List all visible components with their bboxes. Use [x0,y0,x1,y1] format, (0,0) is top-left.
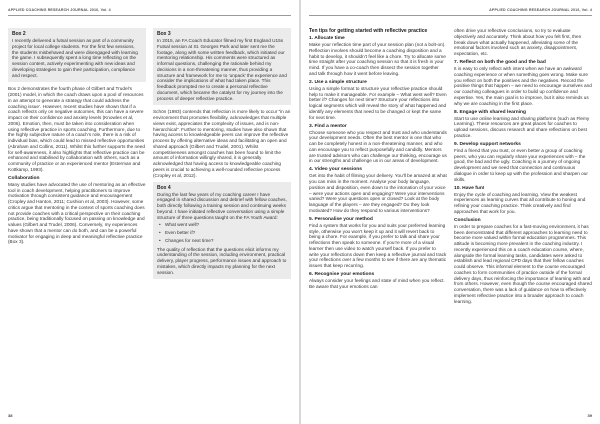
tip-text: Make your reflection time part of your session plan (not a bolt-on). Reflection involves should become a coaching disposition and a habit to develop, it shouldn’t feel like a chore. Try to allocate some time straight after your coaching session so that it is fresh in your mind. If you have a co-coach then dissect the session together and talk through how it went before leaving. [309,42,446,76]
right-page-column-2 [454,28,592,308]
section-heading-collaboration: Collaboration [8,175,40,181]
list-item: • Even better if? [165,230,287,236]
box-4-title: Box 4 [157,184,171,191]
tip-heading: 5. Personalise your method [309,216,373,222]
box-4-question-list [157,222,287,243]
tip-text: Get into the habit of filming your delivery. You’ll be amazed at what you can miss in the moment. Analyse your body language, position and disposition, even down to the intonation of your voice – were your actions open and engaging? Were your interventions varied? Were your questions open or closed? Look at the body language of the players – are they engaged? Do they look motivated? How do they respond to various interventions? [309,173,447,213]
header-rule [8,15,291,16]
tip-heading: 2. Use a simple structure [309,79,367,85]
tip-heading: 9. Develop support networks [454,141,521,147]
box-3-text: In 2015, an FA Coach Educator filmed my first England U15s Futsal session at St. Georges Park and later sent me the footage, along with some written feedback, which initiated our mentoring relationship. His comments were structured as informal questions, challenging the rationale behind my decisions in a non-threatening manner, thus providing a structure and framework for me to ‘unpack’ the experience and consider the implications of what had taken place. This feedback prompted me to create a personal reflective document, which became the catalyst for my journey into the process of deeper reflective practice. [157,38,287,101]
tip-text: Using a simple format to structure your reflective practice should help to make it manageable. For example – What went well? Even better if? Changes for next time? Structure your reflections into logical segments which will reveal the story of what happened and identify any elements that need to be changed or kept the same for next time. [309,85,447,120]
box-3-title: Box 3 [157,31,171,37]
box-4 [153,182,291,280]
box-3 [153,28,291,105]
box-2-text: I recently delivered a futsal session as part of a community project for local college students. For the first few sessions, the students misbehaved and were disengaged with learning the game. I subsequently spent a long time reflecting on the session content, actively experimenting with new ideas and developing strategies to gain their participation, compliance and respect. [12,38,138,78]
right-page-column-1 [309,28,447,293]
tip-heading: 3. Find a mentor [309,123,347,129]
body-paragraph: Many studies have advocated the use of mentoring as an effective tool in coach development, helping practitioners to improve motivation through consistent guidance and encouragement (Cropley and Hanton, 2011; Cushion et al, 2003). However, some critics argue that mentoring in the context of sports coaching does not provide coaches with a critical perspective on their coaching practice, being traditionally focused on passing on knowledge and values (Gilbert and Trudel, 2006). Conversely, my experiences have shown that a mentor can do both, and can be a powerful motivator for engaging in deep and meaningful reflective practice (Box 3). [8,181,146,245]
left-page-column-2 [153,28,291,283]
running-head: APPLIED COACHING RESEARCH JOURNAL 2016, Vol. 4 [489,8,592,12]
tip-heading: 8. Engage with shared learning [454,109,527,115]
body-paragraph: Schön (1983) contends that reflection is more likely to occur “in an environment that promotes flexibility, acknowledges that multiple views exist, appreciates the complexity of issues, and is non-hierarchical”. Further to mentoring, studies have also shown that having access to knowledgeable peers can improve the reflective process by offering alternative ideas and facilitating an open and shared approach (Gilbert and Trudel, 2001). Whilst competitiveness amongst coaches has been found to limit the amount of information willingly shared, it is generally acknowledged that having access to knowledgeable coaching peers is crucial to achieving a well-rounded reflective process (Cropley et al, 2012). [153,109,291,178]
page-number: 39 [587,413,592,418]
tip-text: Choose someone who you respect and trust and who understands your development needs. Often the best mentor is one that who can be completely honest in a non-threatening manner, and who can encourage you to reflect purposefully and candidly. Mentors are trusted advisors who can challenge our thinking, encourage us in our strengths and challenge us in our areas of development. [309,129,447,164]
tip-heading: 6. Recognise your emotions [309,272,375,278]
tip-text: Enjoy the cycle of coaching and learning. View the weakest experiences as learning curves that all contribute to honing and refining your coaching practice. Think creatively and find approaches that work for you. [454,191,586,214]
list-item: • What went well? [165,222,287,228]
tip-text: It is easy to only reflect with intent when we have an awkward coaching experience or when something goes wrong. Make sure you reflect on both the positives and the negatives. Record the positive things that happen – we need to encourage ourselves and our coaching colleagues in order to build up confidence and expertise. Yes, the main goal is to improve, but it also reminds us why we are coaching in the first place. [454,66,592,106]
running-head: APPLIED COACHING RESEARCH JOURNAL 2016, Vol. 4 [8,8,111,12]
box-4-closing: The quality of reflection that the questions elicit informs my understanding of the session, including environment, practical delivery, player progress, performance issues and approach to mistakes, which directly impacts my planning for the next session. [157,246,287,275]
left-page [0,0,299,424]
tip-text: Always consider your feelings and state of mind when you reflect. Be aware that your emotions can [309,278,445,289]
box-2 [8,28,146,82]
tip-text: Start to use online learning and sharing platforms (such as Flemy Learning). These resources are great places for coaches to upload sessions, discuss research and share reflections on best practice. [454,115,590,138]
tip-text-continued: often drive your reflective conclusions, so try to evaluate objectively and accurately. Think about how you felt first, then break down what actually happened, alleviating some of the emotional factors involved such as anxiety, disappointment, expectation, etc. [454,28,582,56]
list-item: • Changes for next time? [165,238,287,244]
tips-title: Ten tips for getting started with reflective practice [309,28,428,34]
body-paragraph: Box 2 demonstrates the fourth phase of Gilbert and Trudel’s (2001) model, in which the coach draws upon a pool of resources in an attempt to generate a strategy that could address the coaching issue’. However, recent studies have shown that if a coach reflects only on negative outcomes, this can have a severe impact on their confidence and anxiety levels (Knowles et al, 2006). Emotion, then, must be taken into consideration when using reflective practice in sports coaching. Furthermore, due to the highly subjective nature of a coach’s role, there is a risk of individual bias, which could lead to missed reflective opportunities (Abraham and Collins, 2011). Whilst this further supports the need for self-awareness, it also highlights that reflective practice can be enhanced and stabilised by collaboration with others, such as a community of practice or an experienced mentor (Esterman and Kottkamp, 1993). [8,86,145,172]
page-number: 38 [8,413,13,418]
box-4-intro: During the last few years of my coaching career I have engaged in shared discussion and debrief with fellow coaches, both directly following a training session and continuing weeks beyond. I have initiated reflective conversation using a simple structure of three questions taught on the FA Youth Award: [157,191,287,220]
tip-heading: 1. Allocate time [309,36,345,41]
tip-text: Find a system that works for you and suits your preferred learning style, otherwise you won’t keep it up and it will revert back to being a chore. For example, if you prefer to talk and share your reflections then speak to someone. If you’re more of a visual learner then use video to watch yourself back. If you prefer to write your reflections down then keep a reflective journal and track your reflections over a few months to see if there are any thematic issues that keep recurring. [309,222,447,269]
section-heading-conclusion: Conclusion [454,217,481,223]
header-rule [309,15,592,16]
body-paragraph: In order to prepare coaches for a fast-moving environment, it has been demonstrated that different approaches to learning need to become more valued within formal education programmes. This attitude is becoming more prevalent in the coaching industry. I recently experienced this on a coach education course, where, alongside the formal learning tasks, candidates were asked to establish and lead regional CPD days that their fellow coaches could observe. This informal element to the course encouraged coaches to form communities of practice outside of the formal delivery days, thus reinforcing the importance of learning with and from others. However, even though the course encouraged shared conversation, there was a lack of guidance on how to effectively implement reflective practice into a broader approach to coach learning. [454,223,592,304]
tip-heading: 4. Video your sessions [309,167,362,173]
box-2-title: Box 2 [12,31,26,37]
left-page-column-1 [8,28,146,248]
tip-heading: 10. Have fun! [454,185,485,191]
tip-text: Find a friend that you trust, or even better a group of coaching peers, who you can regularly share your experiences with – the good, the bad and the ugly. Coaching is a journey of ongoing development and we need that connection and continuous dialogue in order to keep up with the profession and sharpen our skills. [454,147,588,182]
tip-heading: 7. Reflect on both the good and the bad [454,60,546,66]
right-page [301,0,600,424]
